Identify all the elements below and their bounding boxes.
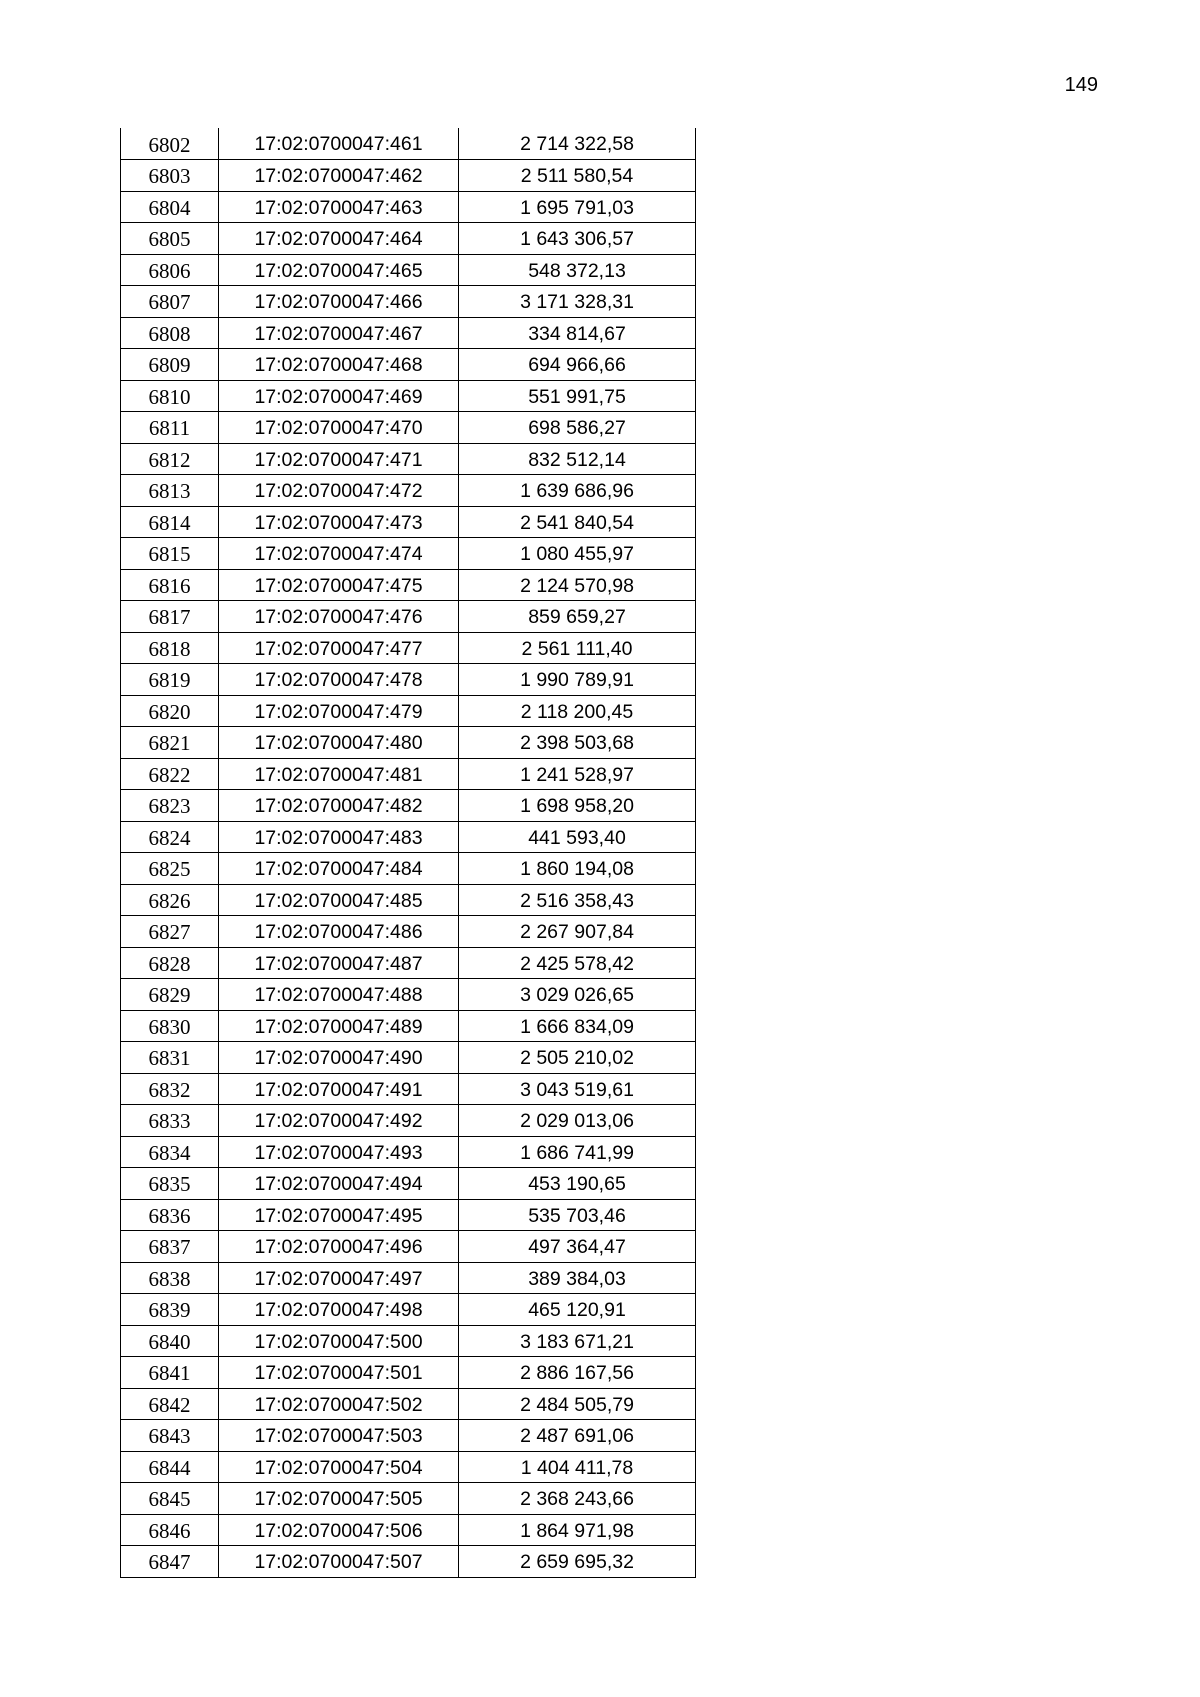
cadastral-value-cell: 548 372,13 [459,254,696,286]
table-row [121,1262,696,1294]
cadastral-number-cell: 17:02:0700047:480 [219,727,459,759]
cadastral-value-cell: 535 703,46 [459,1199,696,1231]
row-number-cell: 6811 [121,412,219,444]
row-number-cell: 6847 [121,1546,219,1578]
cadastral-value-cell: 465 120,91 [459,1294,696,1326]
cadastral-value-cell: 1 643 306,57 [459,223,696,255]
table-row [121,1483,696,1515]
row-number-cell: 6815 [121,538,219,570]
cadastral-number-cell: 17:02:0700047:506 [219,1514,459,1546]
cadastral-number-cell: 17:02:0700047:505 [219,1483,459,1515]
cadastral-value-cell: 2 505 210,02 [459,1042,696,1074]
cadastral-value-cell: 2 398 503,68 [459,727,696,759]
table-row [121,1357,696,1389]
row-number-cell: 6816 [121,569,219,601]
cadastral-value-cell: 1 695 791,03 [459,191,696,223]
cadastral-value-cell: 2 659 695,32 [459,1546,696,1578]
row-number-cell: 6814 [121,506,219,538]
cadastral-number-cell: 17:02:0700047:504 [219,1451,459,1483]
row-number-cell: 6812 [121,443,219,475]
cadastral-number-cell: 17:02:0700047:492 [219,1105,459,1137]
row-number-cell: 6806 [121,254,219,286]
cadastral-value-cell: 2 425 578,42 [459,947,696,979]
cadastral-number-cell: 17:02:0700047:464 [219,223,459,255]
row-number-cell: 6842 [121,1388,219,1420]
cadastral-number-cell: 17:02:0700047:478 [219,664,459,696]
cadastral-value-cell: 2 118 200,45 [459,695,696,727]
table-row [121,601,696,633]
page-number: 149 [1064,74,1098,96]
table-row [121,160,696,192]
cadastral-value-cell: 389 384,03 [459,1262,696,1294]
table-row [121,1325,696,1357]
row-number-cell: 6824 [121,821,219,853]
table-row [121,506,696,538]
row-number-cell: 6822 [121,758,219,790]
row-number-cell: 6818 [121,632,219,664]
table-row [121,569,696,601]
cadastral-value-cell: 2 368 243,66 [459,1483,696,1515]
table-row [121,1199,696,1231]
cadastral-value-cell: 3 043 519,61 [459,1073,696,1105]
cadastral-number-cell: 17:02:0700047:474 [219,538,459,570]
cadastral-value-cell: 1 639 686,96 [459,475,696,507]
cadastral-value-cell: 1 404 411,78 [459,1451,696,1483]
cadastral-number-cell: 17:02:0700047:463 [219,191,459,223]
cadastral-value-cell: 1 990 789,91 [459,664,696,696]
cadastral-number-cell: 17:02:0700047:482 [219,790,459,822]
cadastral-number-cell: 17:02:0700047:501 [219,1357,459,1389]
cadastral-value-cell: 1 698 958,20 [459,790,696,822]
row-number-cell: 6826 [121,884,219,916]
cadastral-value-cell: 2 561 111,40 [459,632,696,664]
cadastral-number-cell: 17:02:0700047:493 [219,1136,459,1168]
row-number-cell: 6827 [121,916,219,948]
table-row [121,380,696,412]
cadastral-number-cell: 17:02:0700047:491 [219,1073,459,1105]
cadastral-number-cell: 17:02:0700047:472 [219,475,459,507]
cadastral-value-cell: 2 124 570,98 [459,569,696,601]
row-number-cell: 6820 [121,695,219,727]
cadastral-value-cell: 453 190,65 [459,1168,696,1200]
table-body [121,128,696,1577]
cadastral-number-cell: 17:02:0700047:473 [219,506,459,538]
table-row [121,1168,696,1200]
table-row [121,1231,696,1263]
row-number-cell: 6840 [121,1325,219,1357]
row-number-cell: 6821 [121,727,219,759]
row-number-cell: 6830 [121,1010,219,1042]
cadastral-number-cell: 17:02:0700047:476 [219,601,459,633]
table-row [121,191,696,223]
row-number-cell: 6803 [121,160,219,192]
cadastral-number-cell: 17:02:0700047:495 [219,1199,459,1231]
cadastral-value-cell: 3 171 328,31 [459,286,696,318]
row-number-cell: 6810 [121,380,219,412]
row-number-cell: 6808 [121,317,219,349]
table-row [121,790,696,822]
cadastral-number-cell: 17:02:0700047:477 [219,632,459,664]
cadastral-number-cell: 17:02:0700047:471 [219,443,459,475]
row-number-cell: 6805 [121,223,219,255]
table-row [121,286,696,318]
row-number-cell: 6834 [121,1136,219,1168]
row-number-cell: 6829 [121,979,219,1011]
cadastral-value-cell: 2 487 691,06 [459,1420,696,1452]
table-row [121,664,696,696]
cadastral-value-cell: 2 516 358,43 [459,884,696,916]
table-row [121,538,696,570]
cadastral-number-cell: 17:02:0700047:503 [219,1420,459,1452]
row-number-cell: 6841 [121,1357,219,1389]
table-row [121,223,696,255]
cadastral-number-cell: 17:02:0700047:496 [219,1231,459,1263]
row-number-cell: 6846 [121,1514,219,1546]
cadastral-value-table [120,128,696,1578]
cadastral-number-cell: 17:02:0700047:502 [219,1388,459,1420]
cadastral-number-cell: 17:02:0700047:494 [219,1168,459,1200]
cadastral-number-cell: 17:02:0700047:470 [219,412,459,444]
cadastral-number-cell: 17:02:0700047:489 [219,1010,459,1042]
cadastral-value-cell: 2 029 013,06 [459,1105,696,1137]
table-row [121,128,696,160]
table-row [121,412,696,444]
table-row [121,821,696,853]
row-number-cell: 6802 [121,128,219,160]
table-row [121,1451,696,1483]
table-row [121,254,696,286]
row-number-cell: 6844 [121,1451,219,1483]
cadastral-value-cell: 3 183 671,21 [459,1325,696,1357]
cadastral-value-cell: 334 814,67 [459,317,696,349]
cadastral-value-cell: 441 593,40 [459,821,696,853]
table-row [121,1010,696,1042]
cadastral-number-cell: 17:02:0700047:507 [219,1546,459,1578]
table-row [121,916,696,948]
cadastral-value-cell: 1 860 194,08 [459,853,696,885]
table-row [121,1136,696,1168]
table-row [121,727,696,759]
cadastral-value-cell: 2 541 840,54 [459,506,696,538]
cadastral-value-cell: 2 484 505,79 [459,1388,696,1420]
cadastral-number-cell: 17:02:0700047:479 [219,695,459,727]
table-row [121,1042,696,1074]
cadastral-number-cell: 17:02:0700047:481 [219,758,459,790]
row-number-cell: 6839 [121,1294,219,1326]
cadastral-value-cell: 2 714 322,58 [459,128,696,160]
cadastral-value-cell: 1 666 834,09 [459,1010,696,1042]
row-number-cell: 6838 [121,1262,219,1294]
cadastral-number-cell: 17:02:0700047:461 [219,128,459,160]
table-row [121,884,696,916]
cadastral-number-cell: 17:02:0700047:487 [219,947,459,979]
row-number-cell: 6845 [121,1483,219,1515]
cadastral-number-cell: 17:02:0700047:465 [219,254,459,286]
table-row [121,475,696,507]
row-number-cell: 6837 [121,1231,219,1263]
cadastral-number-cell: 17:02:0700047:485 [219,884,459,916]
table-row [121,947,696,979]
cadastral-value-cell: 2 267 907,84 [459,916,696,948]
row-number-cell: 6833 [121,1105,219,1137]
cadastral-number-cell: 17:02:0700047:486 [219,916,459,948]
row-number-cell: 6823 [121,790,219,822]
table-row [121,1420,696,1452]
row-number-cell: 6835 [121,1168,219,1200]
cadastral-value-cell: 1 080 455,97 [459,538,696,570]
cadastral-value-cell: 1 864 971,98 [459,1514,696,1546]
table-row [121,695,696,727]
cadastral-value-cell: 2 886 167,56 [459,1357,696,1389]
table-row [121,1105,696,1137]
table-row [121,443,696,475]
row-number-cell: 6817 [121,601,219,633]
table-row [121,1073,696,1105]
cadastral-value-cell: 832 512,14 [459,443,696,475]
row-number-cell: 6832 [121,1073,219,1105]
cadastral-number-cell: 17:02:0700047:468 [219,349,459,381]
cadastral-value-cell: 694 966,66 [459,349,696,381]
row-number-cell: 6825 [121,853,219,885]
cadastral-number-cell: 17:02:0700047:469 [219,380,459,412]
row-number-cell: 6828 [121,947,219,979]
cadastral-value-cell: 3 029 026,65 [459,979,696,1011]
cadastral-value-cell: 497 364,47 [459,1231,696,1263]
cadastral-value-cell: 1 241 528,97 [459,758,696,790]
row-number-cell: 6813 [121,475,219,507]
row-number-cell: 6809 [121,349,219,381]
cadastral-value-cell: 859 659,27 [459,601,696,633]
cadastral-number-cell: 17:02:0700047:462 [219,160,459,192]
cadastral-number-cell: 17:02:0700047:483 [219,821,459,853]
table-row [121,1514,696,1546]
row-number-cell: 6804 [121,191,219,223]
row-number-cell: 6819 [121,664,219,696]
row-number-cell: 6836 [121,1199,219,1231]
cadastral-number-cell: 17:02:0700047:475 [219,569,459,601]
cadastral-value-cell: 698 586,27 [459,412,696,444]
row-number-cell: 6807 [121,286,219,318]
table-row [121,317,696,349]
table-row [121,1294,696,1326]
row-number-cell: 6843 [121,1420,219,1452]
table-row [121,1546,696,1578]
table-row [121,853,696,885]
table-row [121,758,696,790]
cadastral-number-cell: 17:02:0700047:466 [219,286,459,318]
cadastral-number-cell: 17:02:0700047:484 [219,853,459,885]
cadastral-number-cell: 17:02:0700047:490 [219,1042,459,1074]
table-row [121,632,696,664]
cadastral-value-cell: 1 686 741,99 [459,1136,696,1168]
cadastral-number-cell: 17:02:0700047:497 [219,1262,459,1294]
table-row [121,1388,696,1420]
cadastral-number-cell: 17:02:0700047:498 [219,1294,459,1326]
cadastral-value-cell: 2 511 580,54 [459,160,696,192]
table-row [121,979,696,1011]
cadastral-number-cell: 17:02:0700047:467 [219,317,459,349]
cadastral-value-cell: 551 991,75 [459,380,696,412]
cadastral-number-cell: 17:02:0700047:488 [219,979,459,1011]
cadastral-number-cell: 17:02:0700047:500 [219,1325,459,1357]
row-number-cell: 6831 [121,1042,219,1074]
table-row [121,349,696,381]
